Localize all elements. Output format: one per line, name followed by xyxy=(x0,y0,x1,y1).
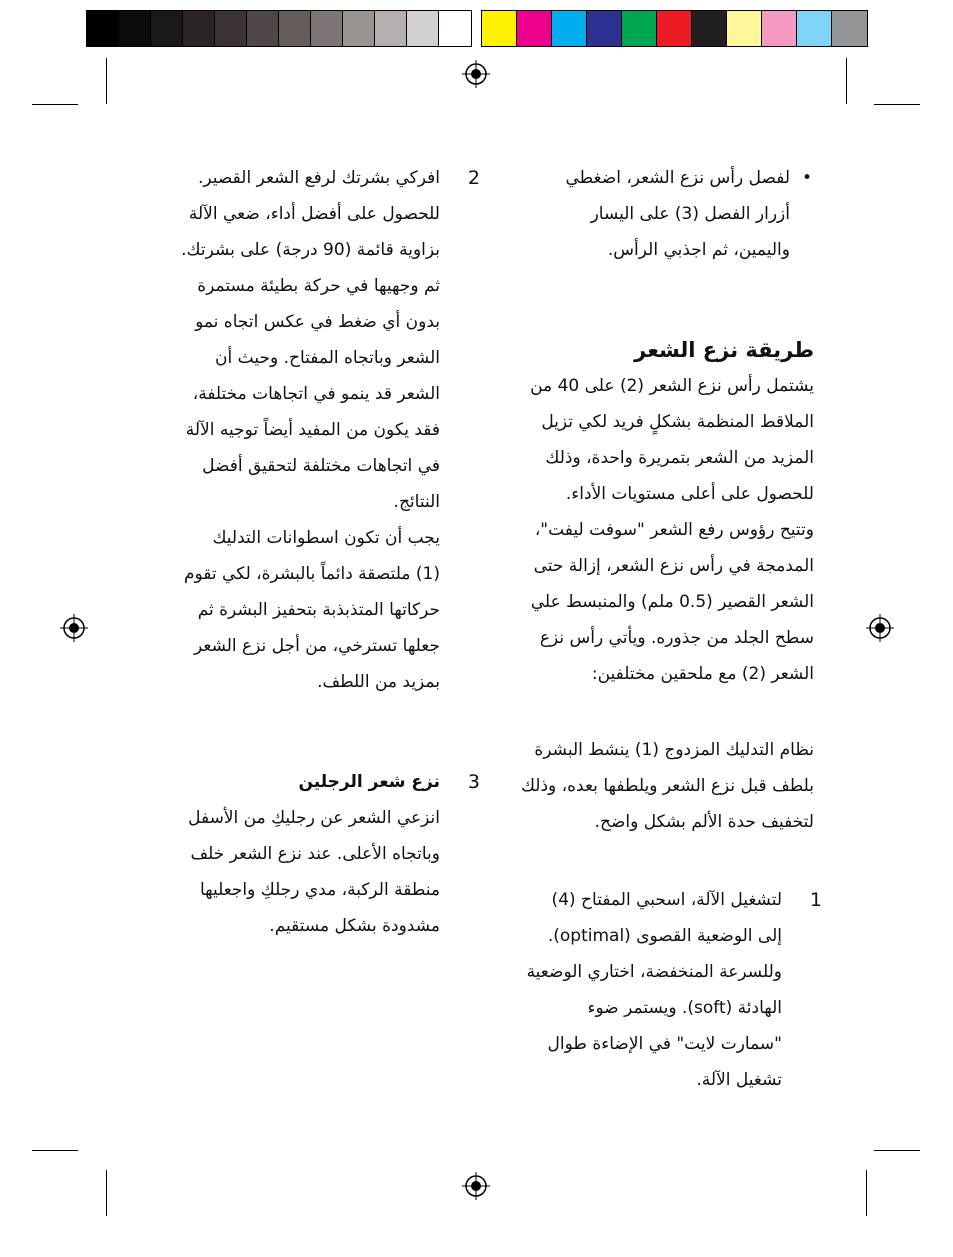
step-2 xyxy=(110,160,480,700)
color-swatch xyxy=(657,11,692,46)
step-number: 1 xyxy=(809,889,822,911)
text-line: الملاقط المنظمة بشكلٍ فريد لكي تزيل xyxy=(541,412,814,432)
color-swatch xyxy=(151,11,183,46)
massage-paragraph xyxy=(467,732,814,840)
text-line: (1) ملتصقة دائماً بالبشرة، لكي تقوم xyxy=(183,564,440,584)
text-line: إلى الوضعية القصوى (optimal). xyxy=(547,926,782,946)
color-swatch xyxy=(279,11,311,46)
color-swatch xyxy=(343,11,375,46)
bullet-text xyxy=(467,160,790,268)
text-line: ثم وجهيها في حركة بطيئة مستمرة xyxy=(197,276,440,296)
text-line: يشتمل رأس نزع الشعر (2) على 40 من xyxy=(530,376,814,396)
text-line: منطقة الركبة، مدي رجلكِ واجعليها xyxy=(199,880,440,900)
text-line: الشعر قد ينمو في اتجاهات مختلفة، xyxy=(192,384,440,404)
grayscale-calibration-bar xyxy=(86,10,472,47)
text-line: للحصول على أفضل أداء، ضعي الآلة xyxy=(188,204,440,224)
registration-mark-icon xyxy=(866,614,894,642)
step-1-text xyxy=(470,882,782,1098)
section-title: طريقة نزع الشعر xyxy=(634,338,814,362)
bullet-marker: • xyxy=(801,168,812,188)
text-line: حركاتها المتذبذبة بتحفيز البشرة ثم xyxy=(197,600,440,620)
step-3-text xyxy=(110,800,440,944)
text-line: بزاوية قائمة (90 درجة) على بشرتك. xyxy=(181,240,440,260)
color-swatch xyxy=(482,11,517,46)
text-line: لتشغيل الآلة، اسحبي المفتاح (4) xyxy=(551,890,782,910)
crop-mark xyxy=(846,58,847,104)
text-line: يجب أن تكون اسطوانات التدليك xyxy=(212,528,440,548)
text-line: في اتجاهات مختلفة لتحقيق أفضل xyxy=(202,456,440,476)
color-swatch xyxy=(87,11,119,46)
registration-mark-icon xyxy=(60,614,88,642)
step-number: 2 xyxy=(467,167,480,189)
text-line: الشعر (2) مع ملحقين مختلفين: xyxy=(591,664,814,684)
bullet-item xyxy=(467,160,812,268)
crop-mark xyxy=(874,104,920,105)
text-line: الهادئة (soft). ويستمر ضوء xyxy=(587,998,782,1018)
text-line: تشغيل الآلة. xyxy=(696,1070,782,1090)
text-line: "سمارت لايت" في الإضاءة طوال xyxy=(547,1034,782,1054)
step-3-title: نزع شعر الرجلين xyxy=(298,772,440,792)
text-line: المدمجة في رأس نزع الشعر، إزالة حتى xyxy=(533,556,814,576)
crop-mark xyxy=(874,1150,920,1151)
text-line: للحصول على أعلى مستويات الأداء. xyxy=(565,484,814,504)
color-swatch xyxy=(407,11,439,46)
color-swatch xyxy=(215,11,247,46)
crop-mark xyxy=(32,1150,78,1151)
color-swatch xyxy=(183,11,215,46)
color-swatch xyxy=(587,11,622,46)
text-line: الشعر وباتجاه المفتاح. وحيث أن xyxy=(215,348,440,368)
text-line: جعلها تسترخي، من أجل نزع الشعر xyxy=(193,636,440,656)
color-swatch xyxy=(832,11,867,46)
step-3 xyxy=(110,764,480,944)
intro-paragraph xyxy=(470,368,814,692)
crop-mark xyxy=(106,58,107,104)
step-number: 3 xyxy=(467,771,480,793)
step-1 xyxy=(470,882,822,1098)
text-line: لتخفيف حدة الألم بشكل واضح. xyxy=(594,812,814,832)
text-line: النتائج. xyxy=(393,492,440,512)
color-swatch xyxy=(311,11,343,46)
color-calibration-bar xyxy=(481,10,868,47)
color-swatch xyxy=(797,11,832,46)
color-swatch xyxy=(517,11,552,46)
text-line: الشعر القصير (0.5 ملم) والمنبسط علي xyxy=(530,592,814,612)
color-swatch xyxy=(119,11,151,46)
crop-mark xyxy=(106,1170,107,1216)
text-line: واليمين، ثم اجذبي الرأس. xyxy=(607,240,790,260)
color-swatch xyxy=(375,11,407,46)
text-line: بدون أي ضغط في عكس اتجاه نمو xyxy=(195,312,440,332)
right-column xyxy=(467,160,822,1098)
color-swatch xyxy=(247,11,279,46)
left-column xyxy=(110,160,480,944)
color-swatch xyxy=(622,11,657,46)
crop-mark xyxy=(866,1170,867,1216)
text-line: فقد يكون من المفيد أيضاً توجيه الآلة xyxy=(185,420,440,440)
text-line: افركي بشرتك لرفع الشعر القصير. xyxy=(198,168,440,188)
text-line: مشدودة بشكل مستقيم. xyxy=(269,916,440,936)
registration-mark-icon xyxy=(462,1172,490,1200)
text-line: المزيد من الشعر بتمريرة واحدة، وذلك xyxy=(545,448,814,468)
text-line: أزرار الفصل (3) على اليسار xyxy=(590,204,790,224)
text-line: سطح الجلد من جذوره. ويأتي رأس نزع xyxy=(539,628,814,648)
color-swatch xyxy=(692,11,727,46)
text-line: نظام التدليك المزدوج (1) ينشط البشرة xyxy=(534,740,814,760)
color-swatch xyxy=(552,11,587,46)
text-line: بمزيد من اللطف. xyxy=(317,672,440,692)
color-swatch xyxy=(762,11,797,46)
crop-mark xyxy=(32,104,78,105)
registration-mark-icon xyxy=(462,60,490,88)
color-swatch xyxy=(439,11,471,46)
step-2-text xyxy=(110,160,440,520)
text-line: بلطف قبل نزع الشعر ويلطفها بعده، وذلك xyxy=(520,776,814,796)
text-line: وباتجاه الأعلى. عند نزع الشعر خلف xyxy=(190,844,440,864)
text-line: لفصل رأس نزع الشعر، اضغطي xyxy=(565,168,790,188)
color-swatch xyxy=(727,11,762,46)
text-line: انزعي الشعر عن رجليكِ من الأسفل xyxy=(188,808,440,828)
text-line: وتتيح رؤوس رفع الشعر "سوفت ليفت"، xyxy=(534,520,814,540)
text-line: وللسرعة المنخفضة، اختاري الوضعية xyxy=(526,962,782,982)
step-2-extra-text xyxy=(110,520,440,700)
